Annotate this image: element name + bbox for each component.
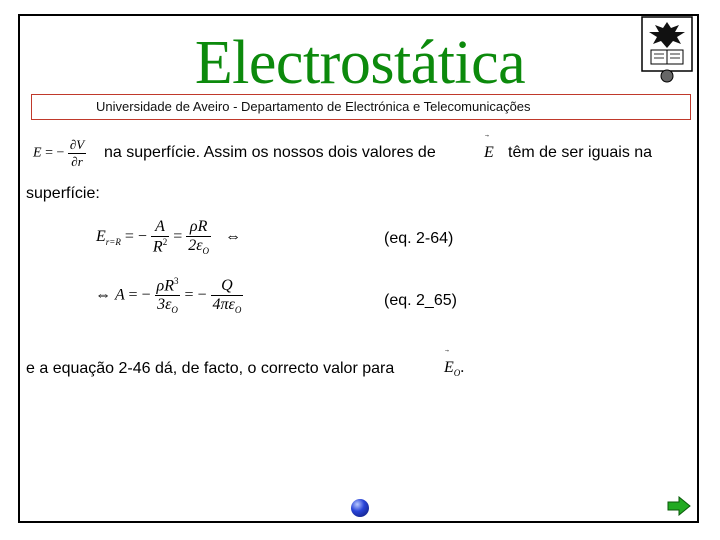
equation-label-2-64: (eq. 2-64) xyxy=(384,230,454,247)
university-crest-icon xyxy=(641,16,693,84)
blue-sphere-icon[interactable] xyxy=(351,499,369,517)
vector-eo-symbol: $E_O$. xyxy=(444,359,465,379)
equation-2-65: ⇔ A = − $\frac{\rho R^3}{3\varepsilon_O}$ = − $\frac{Q}{4\pi\varepsilon_O}$ xyxy=(95,276,242,316)
vector-e-symbol: E xyxy=(484,144,494,161)
green-arrow-icon[interactable] xyxy=(667,496,691,516)
paragraph-line-1: na superfície. Assim os nossos dois valores de xyxy=(104,144,436,161)
paragraph-line-2: superfície: xyxy=(26,185,100,202)
e-definition-equation: E = − $\frac{\partial V}{\partial r}$ xyxy=(33,137,85,169)
paragraph-line-1-end: têm de ser iguais na xyxy=(508,144,653,161)
slide-subtitle: Universidade de Aveiro - Departamento de Electrónica e Telecomunicações xyxy=(31,94,691,120)
equation-2-64: $E_{r=R}$ = − $\frac{A}{R^2}$ = $\frac{\rho R}{2\varepsilon_O}$ ⇔ xyxy=(96,218,242,257)
equation-label-2-65: (eq. 2_65) xyxy=(384,292,457,309)
paragraph-last-line: e a equação 2-46 dá, de facto, o correcto valor para xyxy=(26,360,395,377)
slide-title: Electrostática xyxy=(194,29,526,97)
